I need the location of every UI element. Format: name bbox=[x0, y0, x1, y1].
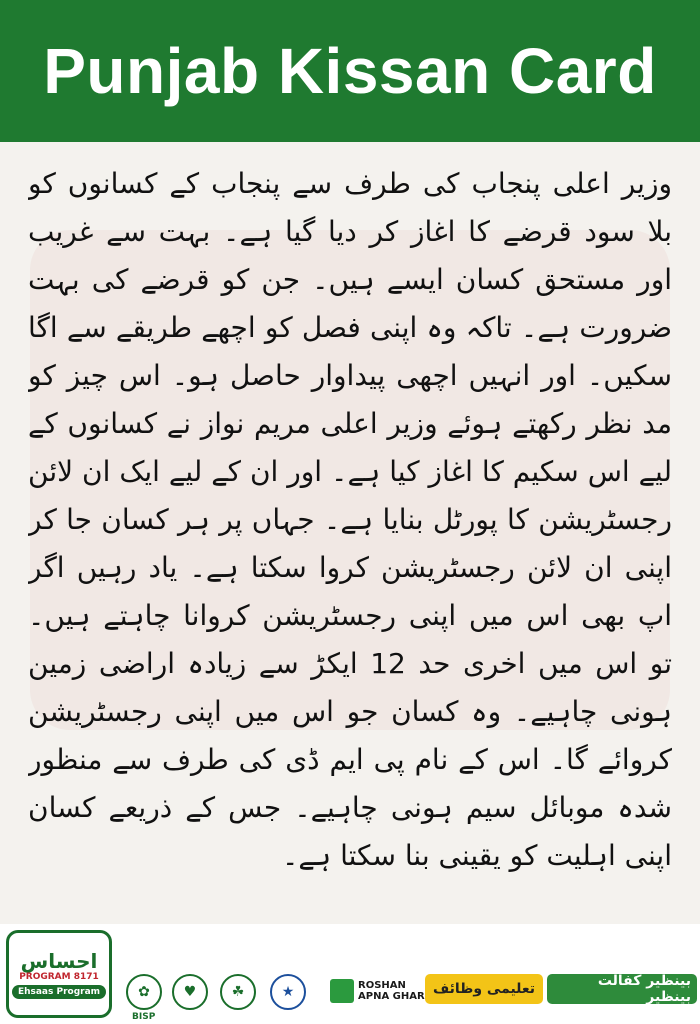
bisp-label: BISP bbox=[132, 1012, 156, 1022]
ehsaas-program-number: PROGRAM 8171 bbox=[19, 971, 99, 982]
page-title: Punjab Kissan Card bbox=[43, 35, 657, 107]
roshan-apna-ghar-logo bbox=[330, 974, 425, 1008]
article-body: وزیر اعلی پنجاب کی طرف سے پنجاب کے کسانوں کو بلا سود قرضے کا اغاز کر دیا گیا ہے۔ بہت سے غریب اور مستحق کسان ایسے ہیں۔ جن کو قرضے کی بہت ضرورت ہے۔ تاکہ وہ اپنی فصل کو اچھے طریقے سے اگا سکیں۔ اور انہیں اچھی پیداوار حاصل ہو۔ اس چیز کو مد نظر رکھتے ہوئے وزیر اعلی مریم نواز نے کسانوں کے لیے اس سکیم کا اغاز کیا ہے۔ اور ان کے لیے ایک ان لائن رجسٹریشن کا پورٹل بنایا ہے۔ جہاں پر ہر کسان جا کر اپنی ان لائن رجسٹریشن کروا سکتا ہے۔ یاد رہیں اگر اپ بھی اس میں اپنی رجسٹریشن کروانا چاہتے ہیں۔ تو اس میں اخری حد 12 ایکڑ سے زیادہ اراضی زمین ہونی چاہیے۔ وہ کسان جو اس میں اپنی رجسٹریشن کروائے گا۔ اس کے نام پی ایم ڈی کی طرف سے منظور شدہ موبائل سیم ہونی چاہیے۔ جس کے ذریعے کسان اپنی اہلیت کو یقینی بنا سکتا ہے۔ bbox=[28, 167, 672, 872]
ehsaas-program-pill: Ehsaas Program bbox=[12, 985, 106, 999]
family-care-logo-icon: ♥ bbox=[172, 974, 208, 1010]
ehsaas-urdu-wordmark: احساس bbox=[20, 948, 98, 973]
ehsaas-program-logo bbox=[6, 930, 112, 1018]
bisp-logo-icon: ✿ bbox=[126, 974, 162, 1010]
seal-logo-icon: ★ bbox=[270, 974, 306, 1010]
taleemi-wazaif-tag: تعلیمی وظائف bbox=[425, 974, 543, 1004]
title-banner bbox=[0, 0, 700, 142]
roshan-line-2: APNA GHAR bbox=[358, 991, 425, 1002]
benazir-kafalat-tag: بینظیر کفالت بینظیر bbox=[547, 974, 697, 1004]
footer-logos-strip bbox=[0, 924, 700, 1024]
roshan-line-1: ROSHAN bbox=[358, 980, 406, 991]
child-support-logo-icon: ☘ bbox=[220, 974, 256, 1010]
house-icon bbox=[330, 979, 354, 1003]
